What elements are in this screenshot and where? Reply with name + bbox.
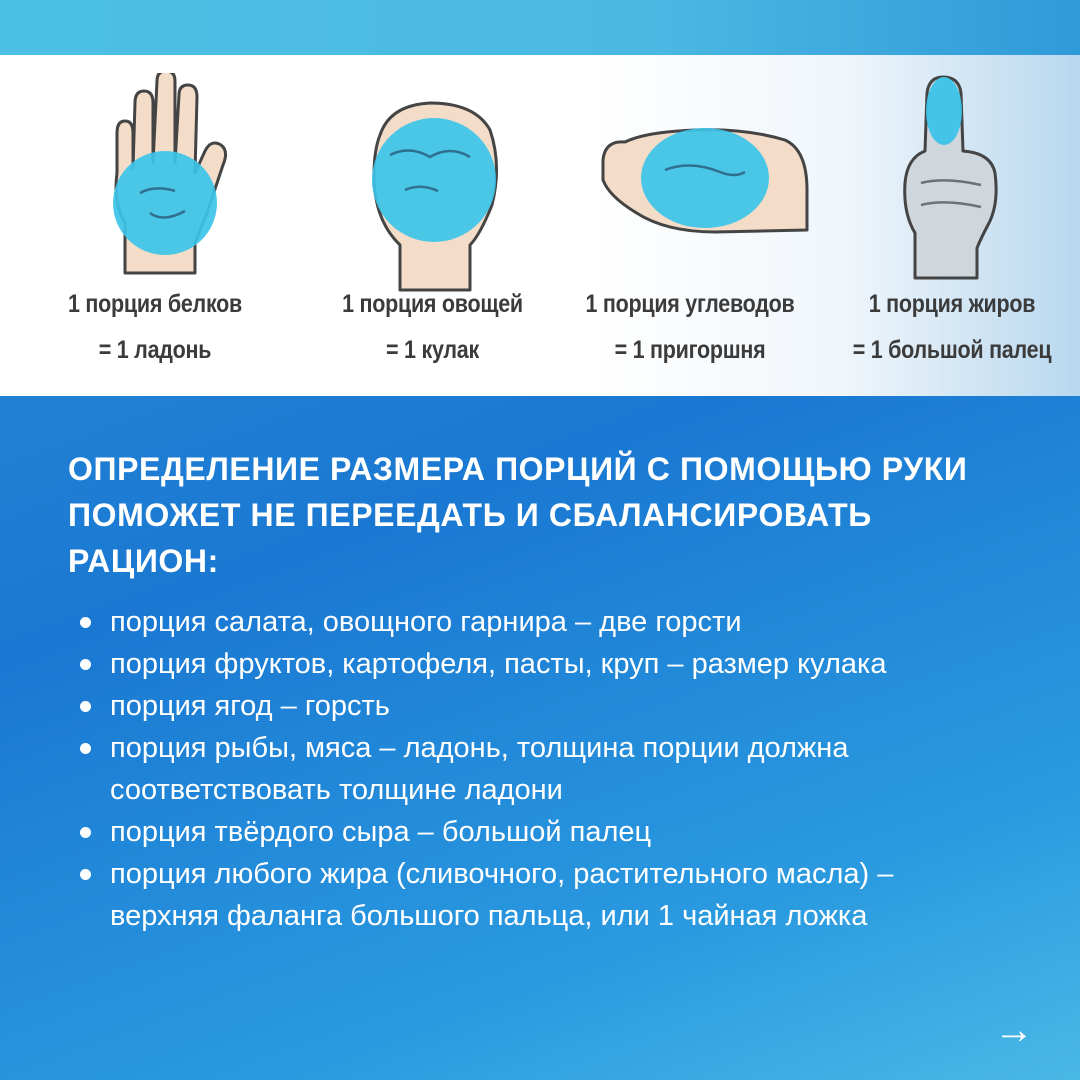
portion-caption-line1: 1 порция белков — [68, 290, 242, 318]
portion-caption-line1: 1 порция углеводов — [585, 290, 795, 318]
portion-caption-line1: 1 порция жиров — [868, 290, 1036, 318]
portion-caption-line2: = 1 ладонь — [98, 336, 212, 364]
portion-caption-protein — [48, 281, 263, 373]
tip-text: порция ягод – горсть — [110, 690, 390, 722]
tips-list — [80, 601, 980, 937]
bullet-icon — [80, 827, 91, 838]
portion-caption-vegetables — [323, 281, 542, 373]
tip-text: порция твёрдого сыра – большой палец — [110, 816, 652, 848]
cupped-hand-icon — [595, 120, 815, 240]
page-heading: ОПРЕДЕЛЕНИЕ РАЗМЕРА ПОРЦИЙ С ПОМОЩЬЮ РУКИ ПОМОЖЕТ НЕ ПЕРЕЕДАТЬ И СБАЛАНСИРОВАТЬ РАЦИОН: — [68, 451, 968, 579]
list-item — [80, 643, 980, 685]
bullet-icon — [80, 743, 91, 754]
open-palm-icon — [95, 73, 235, 283]
tip-text: порция рыбы, мяса – ладонь, толщина порции должна соответствовать толщине ладони — [110, 732, 849, 806]
portion-caption-fats — [832, 281, 1073, 373]
list-item — [80, 811, 980, 853]
portion-caption-line2: = 1 большой палец — [852, 336, 1052, 364]
tip-text: порция любого жира (сливочного, растительного масла) – верхняя фаланга большого пальца, или 1 чайная ложка — [110, 858, 894, 932]
portion-caption-carbs — [565, 281, 814, 373]
portion-caption-line2: = 1 пригоршня — [614, 336, 766, 364]
fist-icon — [360, 95, 510, 295]
next-arrow-icon[interactable]: → — [994, 1008, 1034, 1052]
list-item — [80, 601, 980, 643]
bullet-icon — [80, 617, 91, 628]
portion-caption-line2: = 1 кулак — [386, 336, 479, 364]
tip-text: порция фруктов, картофеля, пасты, круп – размер кулака — [110, 648, 887, 680]
thumb-icon — [885, 73, 1015, 288]
list-item — [80, 853, 980, 937]
bullet-icon — [80, 701, 91, 712]
top-color-band — [0, 0, 1080, 55]
list-item — [80, 685, 980, 727]
bullet-icon — [80, 659, 91, 670]
portion-guide-panel — [0, 55, 1080, 396]
tip-text: порция салата, овощного гарнира – две горсти — [110, 606, 742, 638]
list-item — [80, 727, 980, 811]
portion-caption-line1: 1 порция овощей — [342, 290, 523, 318]
bullet-icon — [80, 869, 91, 880]
